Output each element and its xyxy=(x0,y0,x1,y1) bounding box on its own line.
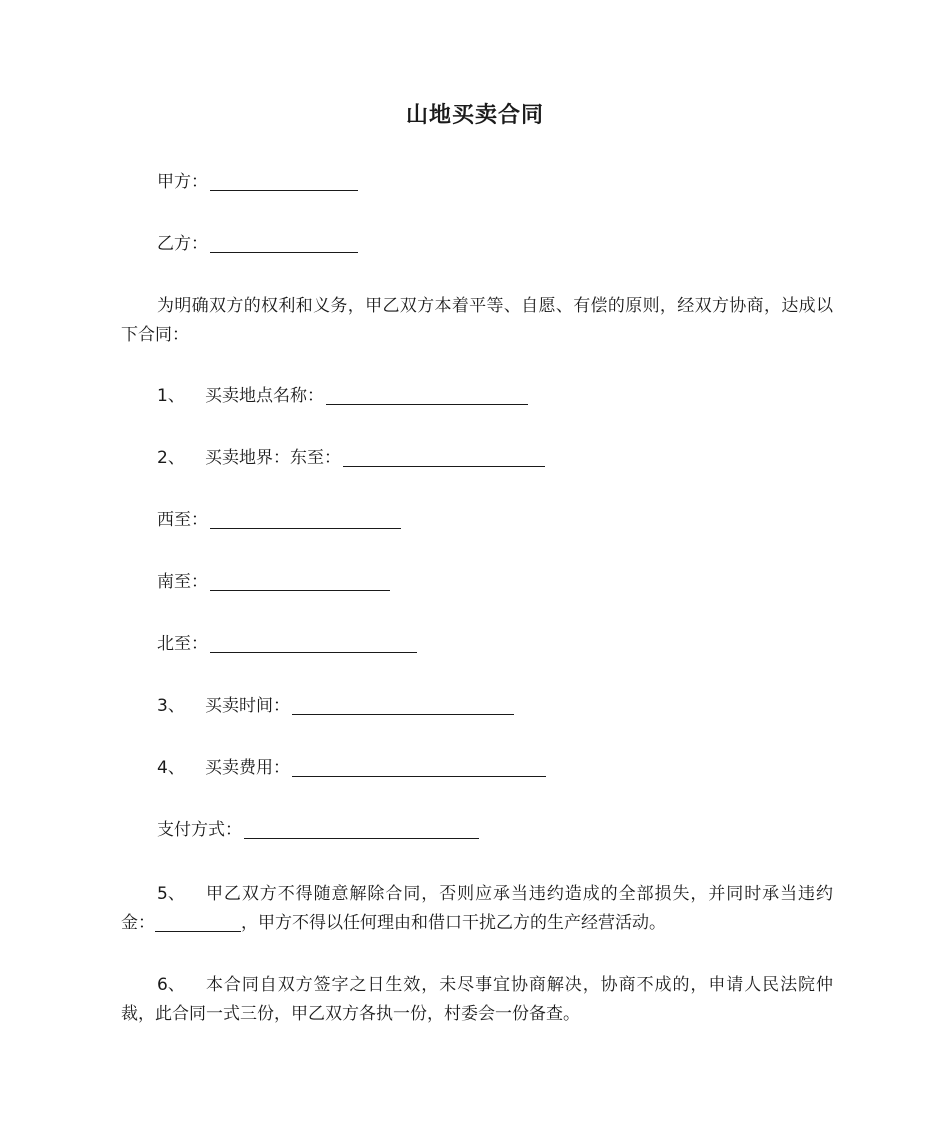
intro-paragraph: 为明确双方的权利和义务，甲乙双方本着平等、自愿、有偿的原则，经双方协商，达成以下合同： xyxy=(121,296,833,345)
payment-method-line xyxy=(157,818,479,842)
item-6-paragraph xyxy=(121,971,833,1029)
item-4-line xyxy=(157,756,546,780)
item-6-text: 本合同自双方签字之日生效，未尽事宜协商解决，协商不成的，申请人民法院仲裁，此合同一式三份，甲乙双方各执一份，村委会一份备查。 xyxy=(121,975,833,1024)
party-b-blank xyxy=(210,234,358,253)
west-boundary-label: 西至： xyxy=(157,510,208,530)
item-5-text-before: 甲乙双方不得随意解除合同，否则应承当违约造成的全部损失，并同时承当违约金： xyxy=(121,884,833,933)
item-3-number: 3、 xyxy=(157,696,185,716)
item-6-number: 6、 xyxy=(157,975,185,995)
item-4-blank xyxy=(292,758,546,777)
penalty-amount-blank xyxy=(155,913,241,932)
item-2-number: 2、 xyxy=(157,448,185,468)
west-boundary-blank xyxy=(210,510,401,529)
item-4-number: 4、 xyxy=(157,758,185,778)
north-boundary-label: 北至： xyxy=(157,634,208,654)
party-a-blank xyxy=(210,172,358,191)
item-1-blank xyxy=(326,386,528,405)
item-5-paragraph xyxy=(121,880,833,938)
south-boundary-line xyxy=(157,570,390,594)
document-title: 山地买卖合同 xyxy=(405,103,544,128)
party-b-label: 乙方： xyxy=(157,234,208,254)
item-1-number: 1、 xyxy=(157,386,185,406)
item-2-line xyxy=(157,446,545,470)
item-1-line xyxy=(157,384,528,408)
item-3-blank xyxy=(292,696,514,715)
north-boundary-blank xyxy=(210,634,417,653)
party-b-line xyxy=(157,232,358,256)
item-3-label: 买卖时间： xyxy=(205,696,290,716)
item-2-label: 买卖地界：东至： xyxy=(205,448,341,468)
east-boundary-blank xyxy=(343,448,545,467)
payment-method-label: 支付方式： xyxy=(157,820,242,840)
item-5-text-after: ，甲方不得以任何理由和借口干扰乙方的生产经营活动。 xyxy=(241,913,666,933)
item-1-label: 买卖地点名称： xyxy=(205,386,324,406)
south-boundary-blank xyxy=(210,572,390,591)
item-5-number: 5、 xyxy=(157,884,185,904)
item-4-label: 买卖费用： xyxy=(205,758,290,778)
west-boundary-line xyxy=(157,508,401,532)
payment-method-blank xyxy=(244,820,479,839)
party-a-label: 甲方： xyxy=(157,172,208,192)
item-3-line xyxy=(157,694,514,718)
party-a-line xyxy=(157,170,358,194)
north-boundary-line xyxy=(157,632,417,656)
south-boundary-label: 南至： xyxy=(157,572,208,592)
